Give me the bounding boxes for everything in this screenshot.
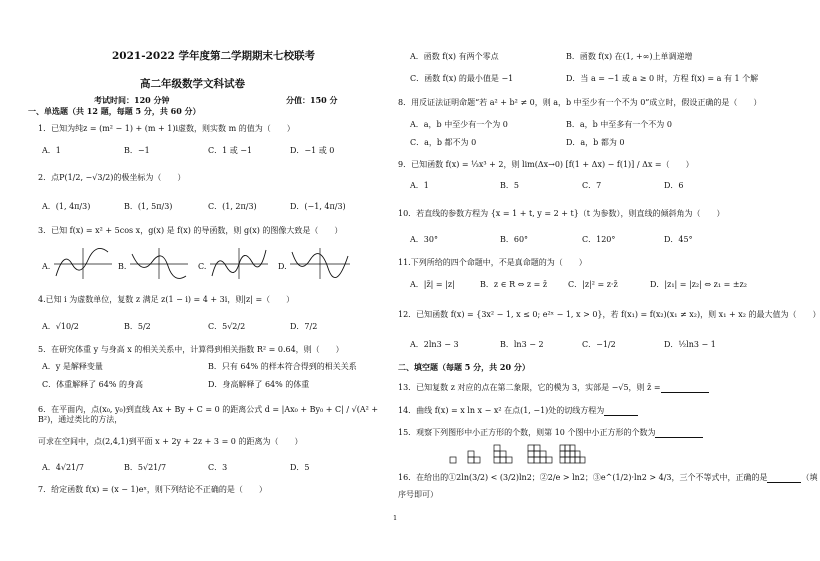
- q12-option-d: D．½ln3 − 1: [664, 340, 716, 349]
- q9-option-d: D．6: [664, 181, 684, 190]
- exam-time: 考试时间：120 分钟: [94, 95, 170, 105]
- q15-answer-blank[interactable]: [655, 429, 703, 438]
- q3-option-d: D.: [278, 262, 287, 271]
- section-1-title: 一、单选题（共 12 题，每题 5 分，共 60 分）: [28, 106, 201, 116]
- question-15: 15．观察下列图形中小正方形的个数，则第 10 个图中小正方形的个数为: [398, 428, 703, 438]
- section-2-title: 二、填空题（每题 5 分，共 20 分）: [398, 362, 530, 372]
- question-5: 5．在研究体重 y 与身高 x 的相关关系中，计算得到相关指数 R² = 0.64，则（ ）: [38, 345, 344, 354]
- q4-option-b: B．5/2: [124, 322, 151, 331]
- q3-graph-d: [288, 246, 352, 280]
- q5-option-a: A．y 是解释变量: [42, 362, 103, 371]
- q3-graph-a: [52, 246, 114, 280]
- q2-option-b: B．(1, 5π/3): [124, 202, 173, 211]
- q11-option-a: A．|z̄| = |z|: [410, 280, 455, 289]
- q4-option-c: C．5√2/2: [208, 322, 246, 331]
- q11-option-d: D．|z₁| = |z₂| ⇔ z₁ = ±z₂: [650, 280, 747, 289]
- q4-option-d: D．7/2: [290, 322, 318, 331]
- q15-square-figures: [448, 442, 588, 466]
- q9-option-a: A．1: [410, 181, 429, 190]
- question-9: 9．已知函数 f(x) = ⅓x³ + 2，则 lim(Δx→0) [f(1 + Δx) − f(1)] / Δx =（ ）: [398, 160, 694, 169]
- q3-graph-b: [128, 246, 190, 280]
- question-13: 13．已知复数 z 对应的点在第二象限，它的模为 3，实部是 −√5，则 z̄ =: [398, 383, 709, 393]
- q8-option-b: B．a，b 中至多有一个不为 0: [566, 120, 672, 129]
- q2-option-c: C．(1, 2π/3): [208, 202, 257, 211]
- q1-option-b: B．−1: [124, 146, 150, 155]
- q6-option-b: B．5√21/7: [124, 463, 167, 472]
- question-7: 7．给定函数 f(x) = (x − 1)eˣ，则下列结论不正确的是（ ）: [38, 485, 267, 494]
- q1-option-d: D．−1 或 0: [290, 146, 335, 155]
- q11-option-c: C．|z|² = z·z̄: [568, 280, 618, 289]
- q1-option-c: C．1 或 −1: [208, 146, 253, 155]
- q12-option-c: C．−1/2: [582, 340, 616, 349]
- exam-subtitle: 高二年级数学文科试卷: [140, 78, 245, 90]
- q1-option-a: A．1: [42, 146, 61, 155]
- question-6-line-1: 6．在平面内，点(x₀, y₀)到直线 Ax + By + C = 0 的距离公式 d = |Ax₀ + By₀ + C| / √(A² + B²)，通过类比的方法，: [38, 405, 379, 424]
- question-16-line-2: 序号即可）: [398, 490, 438, 499]
- q7-option-c: C．函数 f(x) 的最小值是 −1: [410, 74, 514, 83]
- q2-option-a: A．(1, 4π/3): [42, 202, 91, 211]
- q3-option-b: B.: [118, 262, 127, 271]
- exam-title: 2021-2022 学年度第二学期期末七校联考: [112, 50, 315, 62]
- question-16-line-1: 16．在给出的①2ln(3/2) < (3/2)ln2；②2/e > ln2；③e^(1/2)·ln2 > 4/3，三个不等式中，正确的是 （填: [398, 473, 818, 482]
- exam-score: 分值：150 分: [286, 95, 338, 105]
- question-4: 4.已知 i 为虚数单位，复数 z 满足 z(1 − i) = 4 + 3i，则|z| =（ ）: [38, 295, 295, 304]
- q7-option-b: B．函数 f(x) 在(1, +∞)上单调递增: [566, 52, 693, 61]
- question-2: 2．点P(1/2, −√3/2)的极坐标为（ ）: [38, 173, 186, 182]
- question-1: 1．已知为纯z = (m² − 1) + (m + 1)i虚数，则实数 m 的值为（ ）: [38, 124, 295, 133]
- q12-option-a: A．2ln3 − 3: [410, 340, 459, 349]
- q5-option-c: C．体重解释了 64% 的身高: [42, 380, 143, 389]
- q3-option-a: A.: [42, 262, 51, 271]
- q5-option-b: B．只有 64% 的样本符合得到的相关关系: [208, 362, 357, 371]
- question-14: 14．曲线 f(x) = x ln x − x² 在点(1, −1)处的切线方程为: [398, 406, 638, 416]
- q8-option-d: D．a，b 都为 0: [566, 138, 625, 147]
- question-12: 12．已知函数 f(x) = {3x² − 1, x ≤ 0; e²ˣ − 1, x > 0}，若 f(x₁) = f(x₂)(x₁ ≠ x₂)，则 x₁ + x₂ 的最大值为（ ）: [398, 310, 820, 319]
- q3-graph-c: [208, 246, 270, 280]
- page-number: 1: [393, 514, 398, 522]
- q10-option-d: D．45°: [664, 235, 693, 244]
- question-3: 3．已知 f(x) = x² + 5cos x，g(x) 是 f(x) 的导函数，则 g(x) 的图像大致是（ ）: [38, 226, 343, 235]
- q10-option-a: A．30°: [410, 235, 438, 244]
- q10-option-c: C．120°: [582, 235, 616, 244]
- q13-answer-blank[interactable]: [661, 384, 709, 393]
- q14-answer-blank[interactable]: [604, 407, 638, 416]
- q11-option-b: B．z ∈ R ⇔ z = z̄: [480, 280, 548, 289]
- q16-answer-blank[interactable]: [767, 474, 801, 483]
- q12-option-b: B．ln3 − 2: [500, 340, 544, 349]
- q2-option-d: D．(−1, 4π/3): [290, 202, 346, 211]
- q8-option-c: C．a，b 都不为 0: [410, 138, 477, 147]
- question-10: 10．若直线的参数方程为 {x = 1 + t, y = 2 + t}（t 为参数），则直线的倾斜角为（ ）: [398, 209, 725, 218]
- q4-option-a: A．√10/2: [42, 322, 79, 331]
- question-6-line-2: 可求在空间中，点(2,4,1)到平面 x + 2y + 2z + 3 = 0 的距离为（ ）: [38, 437, 303, 446]
- question-8: 8．用反证法证明命题“若 a² + b² ≠ 0，则 a，b 中至少有一个不为 0”成立时，假设正确的是（ ）: [398, 98, 762, 107]
- q5-option-d: D．身高解释了 64% 的体重: [208, 380, 310, 389]
- q9-option-c: C．7: [582, 181, 602, 190]
- q6-option-d: D．5: [290, 463, 310, 472]
- q3-option-c: C.: [198, 262, 207, 271]
- q7-option-d: D．当 a = −1 或 a ≥ 0 时，方程 f(x) = a 有 1 个解: [566, 74, 759, 83]
- q8-option-a: A．a，b 中至少有一个为 0: [410, 120, 508, 129]
- q9-option-b: B．5: [500, 181, 519, 190]
- q6-option-c: C．3: [208, 463, 228, 472]
- q7-option-a: A．函数 f(x) 有两个零点: [410, 52, 499, 61]
- q10-option-b: B．60°: [500, 235, 529, 244]
- question-11: 11.下列所给的四个命题中，不是真命题的为（ ）: [398, 258, 587, 267]
- q6-option-a: A．4√21/7: [42, 463, 84, 472]
